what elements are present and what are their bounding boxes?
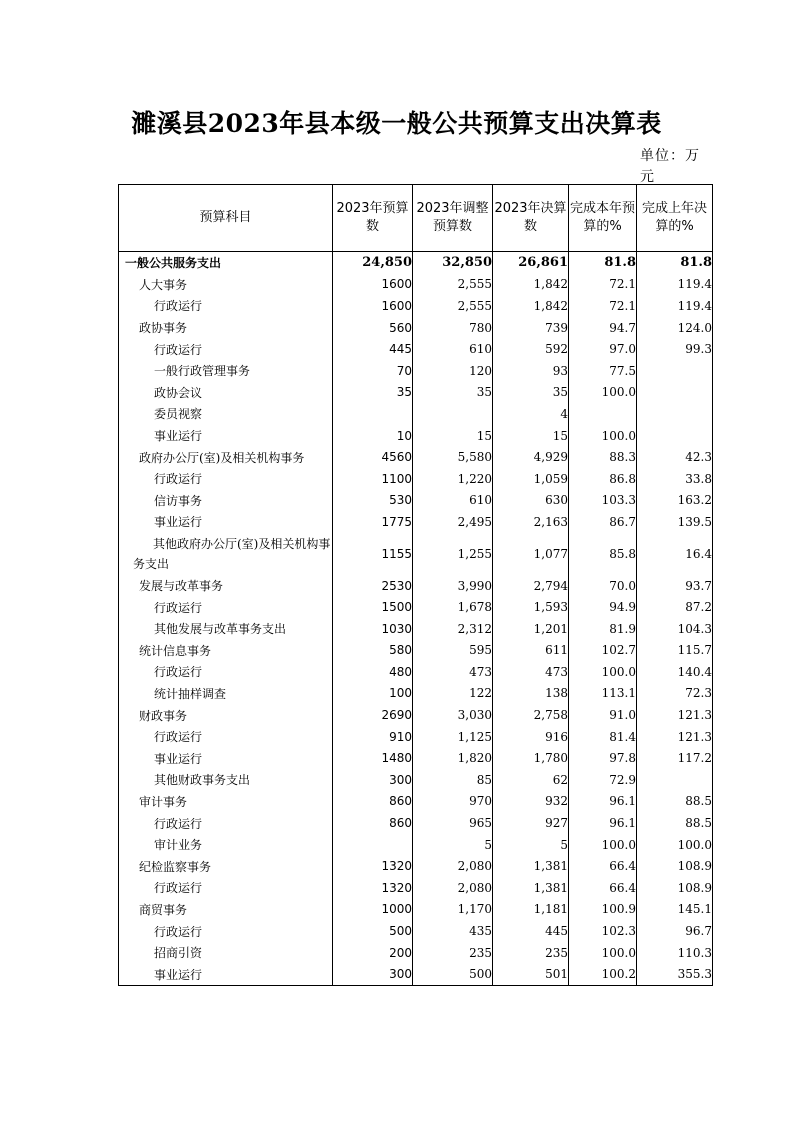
adjusted-cell: 35 xyxy=(413,382,493,404)
final-cell: 2,794 xyxy=(493,575,569,597)
subject-cell: 事业运行 xyxy=(119,511,333,533)
subject-cell: 商贸事务 xyxy=(119,899,333,921)
pct-last-cell: 119.4 xyxy=(637,295,713,317)
subject-cell: 其他政府办公厅(室)及相关机构事务支出 xyxy=(119,533,333,575)
final-cell: 62 xyxy=(493,769,569,791)
final-cell: 235 xyxy=(493,942,569,964)
subject-cell: 政协事务 xyxy=(119,317,333,339)
subject-cell: 行政运行 xyxy=(119,920,333,942)
adjusted-cell: 610 xyxy=(413,490,493,512)
table-row xyxy=(119,640,713,662)
subject-cell: 信访事务 xyxy=(119,490,333,512)
pct-last-cell: 121.3 xyxy=(637,726,713,748)
pct-budget-cell: 66.4 xyxy=(569,877,637,899)
table-row xyxy=(119,295,713,317)
pct-budget-cell: 81.8 xyxy=(569,252,637,274)
adjusted-cell: 2,555 xyxy=(413,295,493,317)
budget-cell: 1600 xyxy=(333,295,413,317)
final-cell: 927 xyxy=(493,812,569,834)
pct-last-cell xyxy=(637,403,713,425)
budget-cell: 1100 xyxy=(333,468,413,490)
subject-cell: 行政运行 xyxy=(119,338,333,360)
pct-last-cell: 88.5 xyxy=(637,791,713,813)
pct-last-cell: 121.3 xyxy=(637,704,713,726)
subject-cell: 财政事务 xyxy=(119,704,333,726)
budget-cell: 2530 xyxy=(333,575,413,597)
table-row xyxy=(119,403,713,425)
subject-cell: 审计事务 xyxy=(119,791,333,813)
final-cell: 2,758 xyxy=(493,704,569,726)
table-row xyxy=(119,812,713,834)
table-header-row xyxy=(119,185,713,252)
pct-last-cell: 72.3 xyxy=(637,683,713,705)
pct-last-cell: 108.9 xyxy=(637,877,713,899)
budget-cell: 35 xyxy=(333,382,413,404)
pct-budget-cell: 86.8 xyxy=(569,468,637,490)
adjusted-cell: 500 xyxy=(413,963,493,985)
adjusted-cell: 473 xyxy=(413,661,493,683)
table-row xyxy=(119,834,713,856)
final-cell: 1,201 xyxy=(493,618,569,640)
pct-last-cell: 140.4 xyxy=(637,661,713,683)
final-cell: 1,381 xyxy=(493,855,569,877)
final-cell: 630 xyxy=(493,490,569,512)
pct-budget-cell: 103.3 xyxy=(569,490,637,512)
final-cell: 916 xyxy=(493,726,569,748)
pct-budget-cell: 100.9 xyxy=(569,899,637,921)
table-row xyxy=(119,425,713,447)
adjusted-cell: 1,255 xyxy=(413,533,493,575)
adjusted-cell: 610 xyxy=(413,338,493,360)
pct-budget-cell: 72.1 xyxy=(569,274,637,296)
budget-cell: 530 xyxy=(333,490,413,512)
subject-cell: 行政运行 xyxy=(119,812,333,834)
subject-cell: 行政运行 xyxy=(119,295,333,317)
adjusted-cell: 122 xyxy=(413,683,493,705)
subject-cell: 行政运行 xyxy=(119,596,333,618)
budget-cell: 300 xyxy=(333,963,413,985)
final-cell: 1,077 xyxy=(493,533,569,575)
pct-budget-cell: 72.1 xyxy=(569,295,637,317)
budget-cell: 2690 xyxy=(333,704,413,726)
pct-budget-cell: 96.1 xyxy=(569,791,637,813)
final-cell: 35 xyxy=(493,382,569,404)
pct-last-cell: 108.9 xyxy=(637,855,713,877)
page-title: 濉溪县2023年县本级一般公共预算支出决算表 xyxy=(131,109,662,138)
subject-cell: 行政运行 xyxy=(119,468,333,490)
pct-budget-cell: 113.1 xyxy=(569,683,637,705)
header-adjusted: 2023年调整预算数 xyxy=(413,185,493,252)
adjusted-cell: 5,580 xyxy=(413,446,493,468)
budget-cell: 480 xyxy=(333,661,413,683)
final-cell: 138 xyxy=(493,683,569,705)
pct-last-cell: 100.0 xyxy=(637,834,713,856)
adjusted-cell: 2,312 xyxy=(413,618,493,640)
subject-cell: 行政运行 xyxy=(119,877,333,899)
pct-budget-cell: 102.3 xyxy=(569,920,637,942)
final-cell: 1,842 xyxy=(493,274,569,296)
subject-cell: 审计业务 xyxy=(119,834,333,856)
adjusted-cell: 5 xyxy=(413,834,493,856)
budget-cell: 1320 xyxy=(333,855,413,877)
adjusted-cell: 120 xyxy=(413,360,493,382)
budget-cell: 1775 xyxy=(333,511,413,533)
pct-last-cell: 16.4 xyxy=(637,533,713,575)
table-row xyxy=(119,338,713,360)
budget-cell xyxy=(333,834,413,856)
budget-cell: 1320 xyxy=(333,877,413,899)
subject-cell: 统计信息事务 xyxy=(119,640,333,662)
budget-cell: 500 xyxy=(333,920,413,942)
pct-budget-cell: 81.9 xyxy=(569,618,637,640)
table-row xyxy=(119,683,713,705)
pct-budget-cell: 100.2 xyxy=(569,963,637,985)
adjusted-cell: 2,080 xyxy=(413,855,493,877)
adjusted-cell: 595 xyxy=(413,640,493,662)
subject-cell: 事业运行 xyxy=(119,425,333,447)
pct-budget-cell: 85.8 xyxy=(569,533,637,575)
pct-budget-cell: 91.0 xyxy=(569,704,637,726)
pct-budget-cell: 96.1 xyxy=(569,812,637,834)
table-row xyxy=(119,382,713,404)
pct-last-cell: 96.7 xyxy=(637,920,713,942)
budget-cell: 4560 xyxy=(333,446,413,468)
subject-cell: 招商引资 xyxy=(119,942,333,964)
subject-cell: 其他财政事务支出 xyxy=(119,769,333,791)
subject-cell: 行政运行 xyxy=(119,726,333,748)
final-cell: 4 xyxy=(493,403,569,425)
pct-last-cell: 99.3 xyxy=(637,338,713,360)
pct-budget-cell: 102.7 xyxy=(569,640,637,662)
header-budget: 2023年预算数 xyxy=(333,185,413,252)
final-cell: 1,059 xyxy=(493,468,569,490)
budget-cell: 24,850 xyxy=(333,252,413,274)
adjusted-cell: 3,030 xyxy=(413,704,493,726)
subject-cell: 行政运行 xyxy=(119,661,333,683)
subject-cell: 事业运行 xyxy=(119,963,333,985)
table-row xyxy=(119,468,713,490)
table-row xyxy=(119,511,713,533)
adjusted-cell: 965 xyxy=(413,812,493,834)
adjusted-cell: 1,170 xyxy=(413,899,493,921)
table-row xyxy=(119,596,713,618)
budget-cell: 300 xyxy=(333,769,413,791)
budget-cell: 580 xyxy=(333,640,413,662)
adjusted-cell: 15 xyxy=(413,425,493,447)
pct-budget-cell: 66.4 xyxy=(569,855,637,877)
adjusted-cell: 970 xyxy=(413,791,493,813)
final-cell: 1,780 xyxy=(493,747,569,769)
pct-last-cell: 355.3 xyxy=(637,963,713,985)
budget-cell: 100 xyxy=(333,683,413,705)
budget-cell: 70 xyxy=(333,360,413,382)
budget-cell: 1000 xyxy=(333,899,413,921)
table-row xyxy=(119,661,713,683)
adjusted-cell: 435 xyxy=(413,920,493,942)
subject-cell: 统计抽样调查 xyxy=(119,683,333,705)
subject-cell: 纪检监察事务 xyxy=(119,855,333,877)
pct-last-cell: 115.7 xyxy=(637,640,713,662)
unit-label: 单位：万元 xyxy=(640,148,700,185)
header-pct-last: 完成上年决算的% xyxy=(637,185,713,252)
subject-cell: 发展与改革事务 xyxy=(119,575,333,597)
table-row xyxy=(119,920,713,942)
header-subject: 预算科目 xyxy=(119,185,333,252)
budget-cell: 10 xyxy=(333,425,413,447)
pct-last-cell: 124.0 xyxy=(637,317,713,339)
final-cell: 611 xyxy=(493,640,569,662)
pct-budget-cell: 88.3 xyxy=(569,446,637,468)
budget-cell: 860 xyxy=(333,812,413,834)
table-row xyxy=(119,726,713,748)
final-cell: 501 xyxy=(493,963,569,985)
adjusted-cell: 1,678 xyxy=(413,596,493,618)
pct-last-cell: 145.1 xyxy=(637,899,713,921)
pct-last-cell xyxy=(637,382,713,404)
final-cell: 932 xyxy=(493,791,569,813)
pct-budget-cell: 100.0 xyxy=(569,834,637,856)
table-row xyxy=(119,899,713,921)
adjusted-cell: 3,990 xyxy=(413,575,493,597)
table-row xyxy=(119,252,713,274)
adjusted-cell: 780 xyxy=(413,317,493,339)
budget-cell: 1030 xyxy=(333,618,413,640)
pct-budget-cell xyxy=(569,403,637,425)
final-cell: 4,929 xyxy=(493,446,569,468)
table-row xyxy=(119,769,713,791)
header-final: 2023年决算数 xyxy=(493,185,569,252)
subject-cell: 政府办公厅(室)及相关机构事务 xyxy=(119,446,333,468)
table-row xyxy=(119,317,713,339)
pct-last-cell: 117.2 xyxy=(637,747,713,769)
final-cell: 1,842 xyxy=(493,295,569,317)
table-body xyxy=(119,252,713,986)
adjusted-cell: 235 xyxy=(413,942,493,964)
adjusted-cell: 1,820 xyxy=(413,747,493,769)
pct-last-cell xyxy=(637,360,713,382)
budget-cell xyxy=(333,403,413,425)
pct-last-cell: 81.8 xyxy=(637,252,713,274)
table-row xyxy=(119,360,713,382)
subject-cell: 事业运行 xyxy=(119,747,333,769)
pct-budget-cell: 81.4 xyxy=(569,726,637,748)
final-cell: 1,593 xyxy=(493,596,569,618)
pct-budget-cell: 100.0 xyxy=(569,942,637,964)
budget-cell: 1500 xyxy=(333,596,413,618)
pct-budget-cell: 94.9 xyxy=(569,596,637,618)
budget-cell: 910 xyxy=(333,726,413,748)
budget-cell: 860 xyxy=(333,791,413,813)
pct-budget-cell: 100.0 xyxy=(569,425,637,447)
adjusted-cell: 85 xyxy=(413,769,493,791)
subject-cell: 一般公共服务支出 xyxy=(119,252,333,274)
subject-cell: 一般行政管理事务 xyxy=(119,360,333,382)
table-row xyxy=(119,855,713,877)
adjusted-cell: 2,555 xyxy=(413,274,493,296)
table-row xyxy=(119,490,713,512)
pct-last-cell: 88.5 xyxy=(637,812,713,834)
table-row xyxy=(119,963,713,985)
final-cell: 445 xyxy=(493,920,569,942)
table-row xyxy=(119,942,713,964)
final-cell: 93 xyxy=(493,360,569,382)
adjusted-cell: 1,220 xyxy=(413,468,493,490)
budget-cell: 200 xyxy=(333,942,413,964)
subject-cell: 人大事务 xyxy=(119,274,333,296)
pct-last-cell xyxy=(637,425,713,447)
budget-table xyxy=(118,184,713,986)
pct-last-cell: 93.7 xyxy=(637,575,713,597)
pct-budget-cell: 72.9 xyxy=(569,769,637,791)
table-row xyxy=(119,274,713,296)
pct-last-cell: 42.3 xyxy=(637,446,713,468)
table-row xyxy=(119,747,713,769)
pct-budget-cell: 100.0 xyxy=(569,382,637,404)
final-cell: 592 xyxy=(493,338,569,360)
pct-last-cell: 163.2 xyxy=(637,490,713,512)
budget-cell: 445 xyxy=(333,338,413,360)
budget-cell: 1600 xyxy=(333,274,413,296)
table-row xyxy=(119,618,713,640)
table-row xyxy=(119,877,713,899)
pct-budget-cell: 97.0 xyxy=(569,338,637,360)
adjusted-cell: 2,495 xyxy=(413,511,493,533)
table-row xyxy=(119,533,713,575)
final-cell: 1,181 xyxy=(493,899,569,921)
table-row xyxy=(119,446,713,468)
pct-last-cell: 33.8 xyxy=(637,468,713,490)
subject-cell: 政协会议 xyxy=(119,382,333,404)
pct-last-cell xyxy=(637,769,713,791)
final-cell: 473 xyxy=(493,661,569,683)
pct-last-cell: 139.5 xyxy=(637,511,713,533)
final-cell: 15 xyxy=(493,425,569,447)
pct-budget-cell: 94.7 xyxy=(569,317,637,339)
pct-last-cell: 87.2 xyxy=(637,596,713,618)
subject-cell: 其他发展与改革事务支出 xyxy=(119,618,333,640)
table-row xyxy=(119,791,713,813)
pct-last-cell: 110.3 xyxy=(637,942,713,964)
final-cell: 2,163 xyxy=(493,511,569,533)
adjusted-cell xyxy=(413,403,493,425)
budget-cell: 560 xyxy=(333,317,413,339)
pct-last-cell: 104.3 xyxy=(637,618,713,640)
final-cell: 1,381 xyxy=(493,877,569,899)
pct-budget-cell: 77.5 xyxy=(569,360,637,382)
table-row xyxy=(119,704,713,726)
final-cell: 26,861 xyxy=(493,252,569,274)
pct-budget-cell: 100.0 xyxy=(569,661,637,683)
header-pct-budget: 完成本年预算的% xyxy=(569,185,637,252)
pct-budget-cell: 86.7 xyxy=(569,511,637,533)
pct-budget-cell: 70.0 xyxy=(569,575,637,597)
pct-last-cell: 119.4 xyxy=(637,274,713,296)
final-cell: 5 xyxy=(493,834,569,856)
final-cell: 739 xyxy=(493,317,569,339)
budget-cell: 1155 xyxy=(333,533,413,575)
pct-budget-cell: 97.8 xyxy=(569,747,637,769)
budget-cell: 1480 xyxy=(333,747,413,769)
table-row xyxy=(119,575,713,597)
adjusted-cell: 1,125 xyxy=(413,726,493,748)
subject-cell: 委员视察 xyxy=(119,403,333,425)
adjusted-cell: 2,080 xyxy=(413,877,493,899)
adjusted-cell: 32,850 xyxy=(413,252,493,274)
